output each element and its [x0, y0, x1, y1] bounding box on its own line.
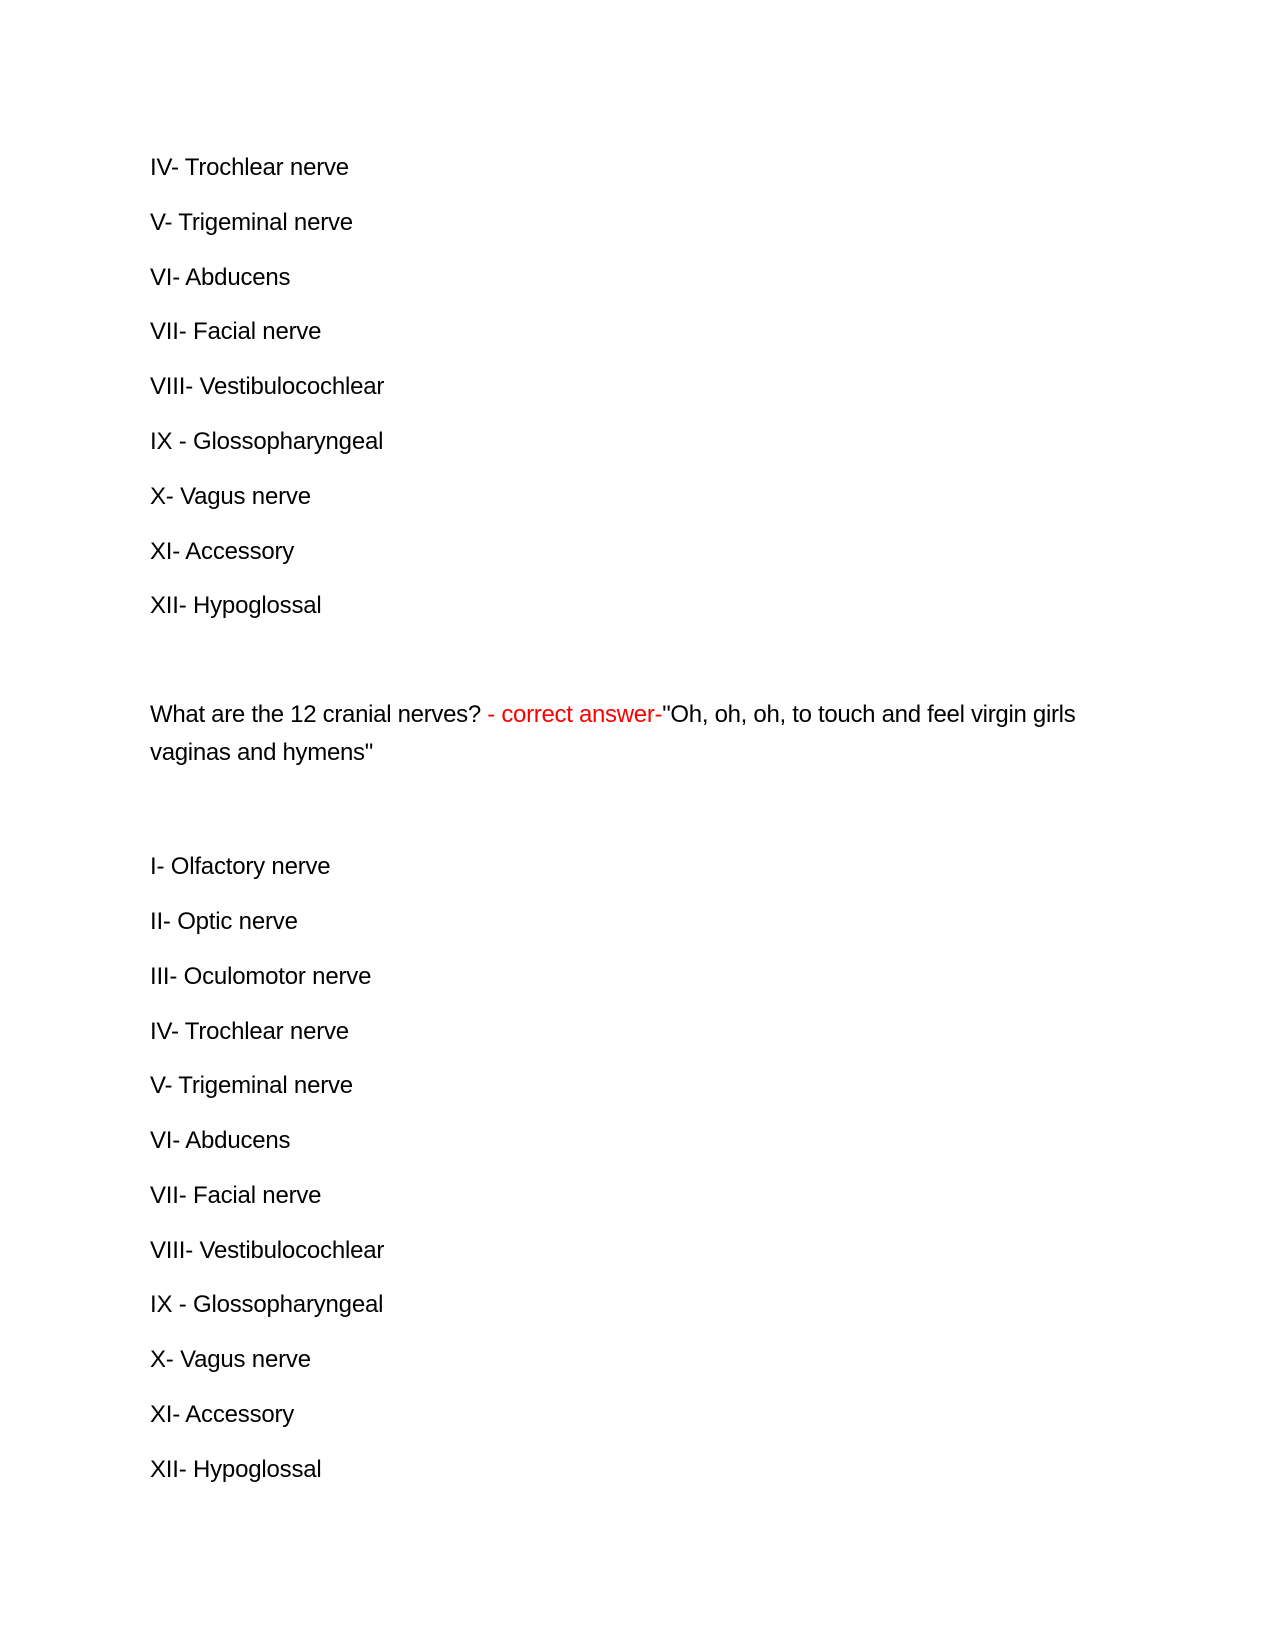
list-item: VI- Abducens: [150, 264, 291, 291]
list-item: IV- Trochlear nerve: [150, 1018, 349, 1045]
list-item: IX - Glossopharyngeal: [150, 1291, 384, 1318]
list-item: X- Vagus nerve: [150, 1346, 311, 1373]
correct-answer-label: - correct answer-: [487, 701, 663, 728]
list-item: V- Trigeminal nerve: [150, 209, 353, 236]
list-item: IV- Trochlear nerve: [150, 154, 349, 181]
list-item: XII- Hypoglossal: [150, 592, 322, 619]
list-item: X- Vagus nerve: [150, 483, 311, 510]
list-item: I- Olfactory nerve: [150, 853, 331, 880]
list-item: VI- Abducens: [150, 1127, 291, 1154]
list-item: V- Trigeminal nerve: [150, 1072, 353, 1099]
list-item: VII- Facial nerve: [150, 1182, 322, 1209]
list-item: XI- Accessory: [150, 538, 295, 565]
list-item: III- Oculomotor nerve: [150, 963, 372, 990]
list-item: IX - Glossopharyngeal: [150, 428, 384, 455]
question-answer-paragraph: [150, 696, 1110, 772]
list-item: II- Optic nerve: [150, 908, 298, 935]
list-item: XII- Hypoglossal: [150, 1456, 322, 1483]
list-item: VIII- Vestibulocochlear: [150, 373, 385, 400]
list-item: VII- Facial nerve: [150, 318, 322, 345]
list-item: XI- Accessory: [150, 1401, 295, 1428]
answer-text: "Oh, oh, oh, to touch and feel virgin girls vaginas and hymens": [150, 701, 1076, 766]
list-item: VIII- Vestibulocochlear: [150, 1237, 385, 1264]
question-text: What are the 12 cranial nerves?: [150, 701, 488, 728]
